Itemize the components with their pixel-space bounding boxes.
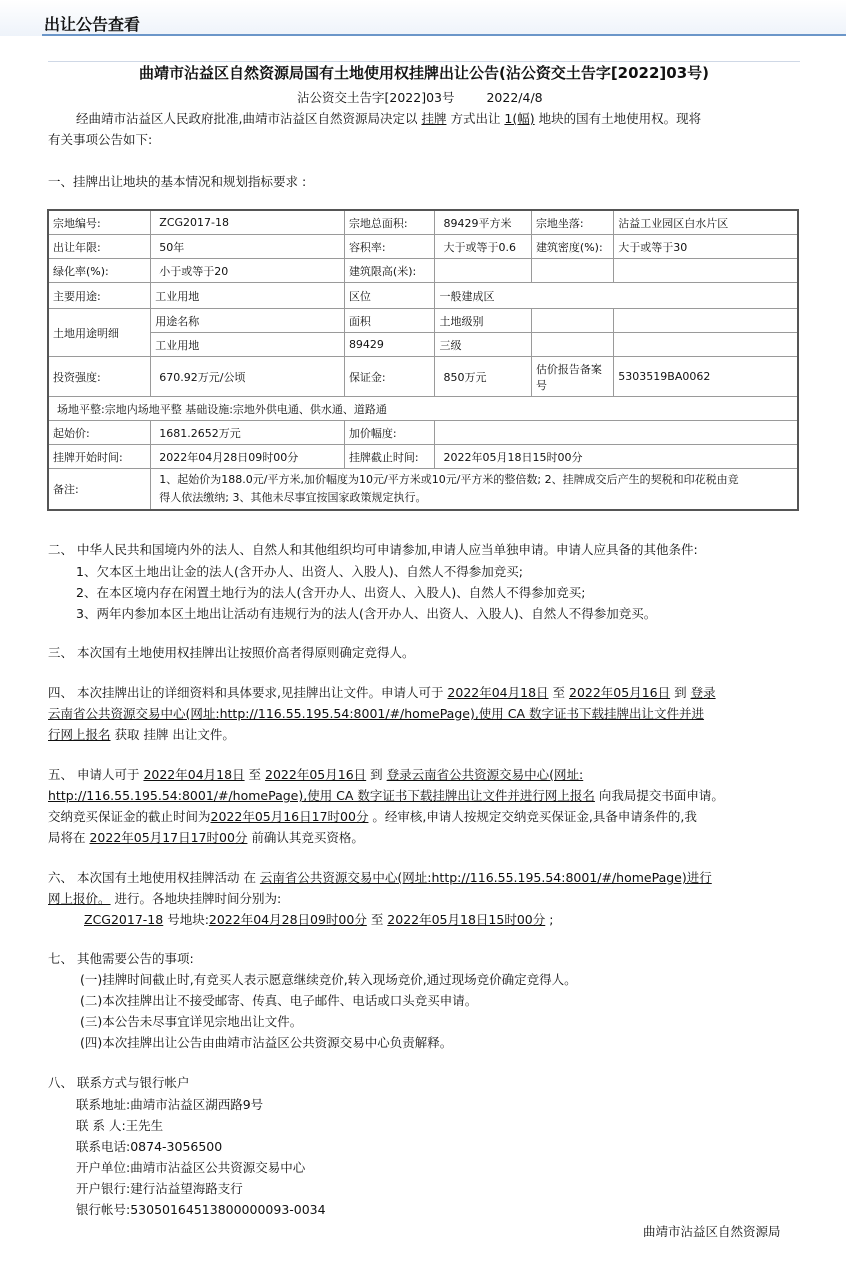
remark-cell: 1、起始价为188.0元/平方米,加价幅度为10元/平方米或10元/平方米的整倍数; 2、挂牌成交后产生的契税和印花税由竞 得人依法缴纳; 3、其他未尽事宜按国家政策规定执行。 [151, 469, 798, 511]
table-row: 出让年限: 50年 容积率: 大于或等于0.6 建筑密度(%): 大于或等于30 [48, 235, 798, 259]
doc-number: 沾公资交土告字[2022]03号 [297, 90, 455, 105]
doc-meta [297, 88, 571, 106]
table-row: 工业用地 89429 三级 [48, 333, 798, 357]
table-row: 主要用途: 工业用地 区位 一般建成区 [48, 283, 798, 309]
header-divider [42, 34, 846, 36]
signature: 曲靖市沾益区自然资源局 [643, 1224, 781, 1239]
table-row: 土地用途明细 用途名称 面积 土地级别 [48, 309, 798, 333]
intro-paragraph: 经曲靖市沾益区人民政府批准,曲靖市沾益区自然资源局决定以 挂牌 方式出让 1(幅) 地块的国有土地使用权。现将 有关事项公告如下: [48, 111, 702, 147]
page-title: 出让公告查看 [44, 15, 141, 34]
table-row: 宗地编号: ZCG2017-18 宗地总面积: 89429平方米 宗地坐落: 沾益工业园区白水片区 [48, 210, 798, 235]
announcement-title: 曲靖市沾益区自然资源局国有土地使用权挂牌出让公告(沾公资交土告字[2022]03号) [138, 64, 710, 82]
table-row: 投资强度: 670.92万元/公顷 保证金: 850万元 估价报告备案号 5303519BA0062 [48, 357, 798, 397]
parcel-info-table [47, 209, 799, 511]
table-row: 起始价: 1681.2652万元 加价幅度: [48, 421, 798, 445]
section-1-title: 一、挂牌出让地块的基本情况和规划指标要求 : [48, 174, 307, 189]
table-row: 备注: 1、起始价为188.0元/平方米,加价幅度为10元/平方米或10元/平方米的整倍数; 2、挂牌成交后产生的契税和印花税由竞 得人依法缴纳; 3、其他未尽事宜按国家政策规定执行。 [48, 469, 798, 511]
table-row: 绿化率(%): 小于或等于20 建筑限高(米): [48, 259, 798, 283]
table-row: 挂牌开始时间: 2022年04月28日09时00分 挂牌截止时间: 2022年05月18日15时00分 [48, 445, 798, 469]
doc-date: 2022/4/8 [486, 90, 543, 105]
table-row: 场地平整:宗地内场地平整 基础设施:宗地外供电通、供水通、道路通 [48, 397, 798, 421]
